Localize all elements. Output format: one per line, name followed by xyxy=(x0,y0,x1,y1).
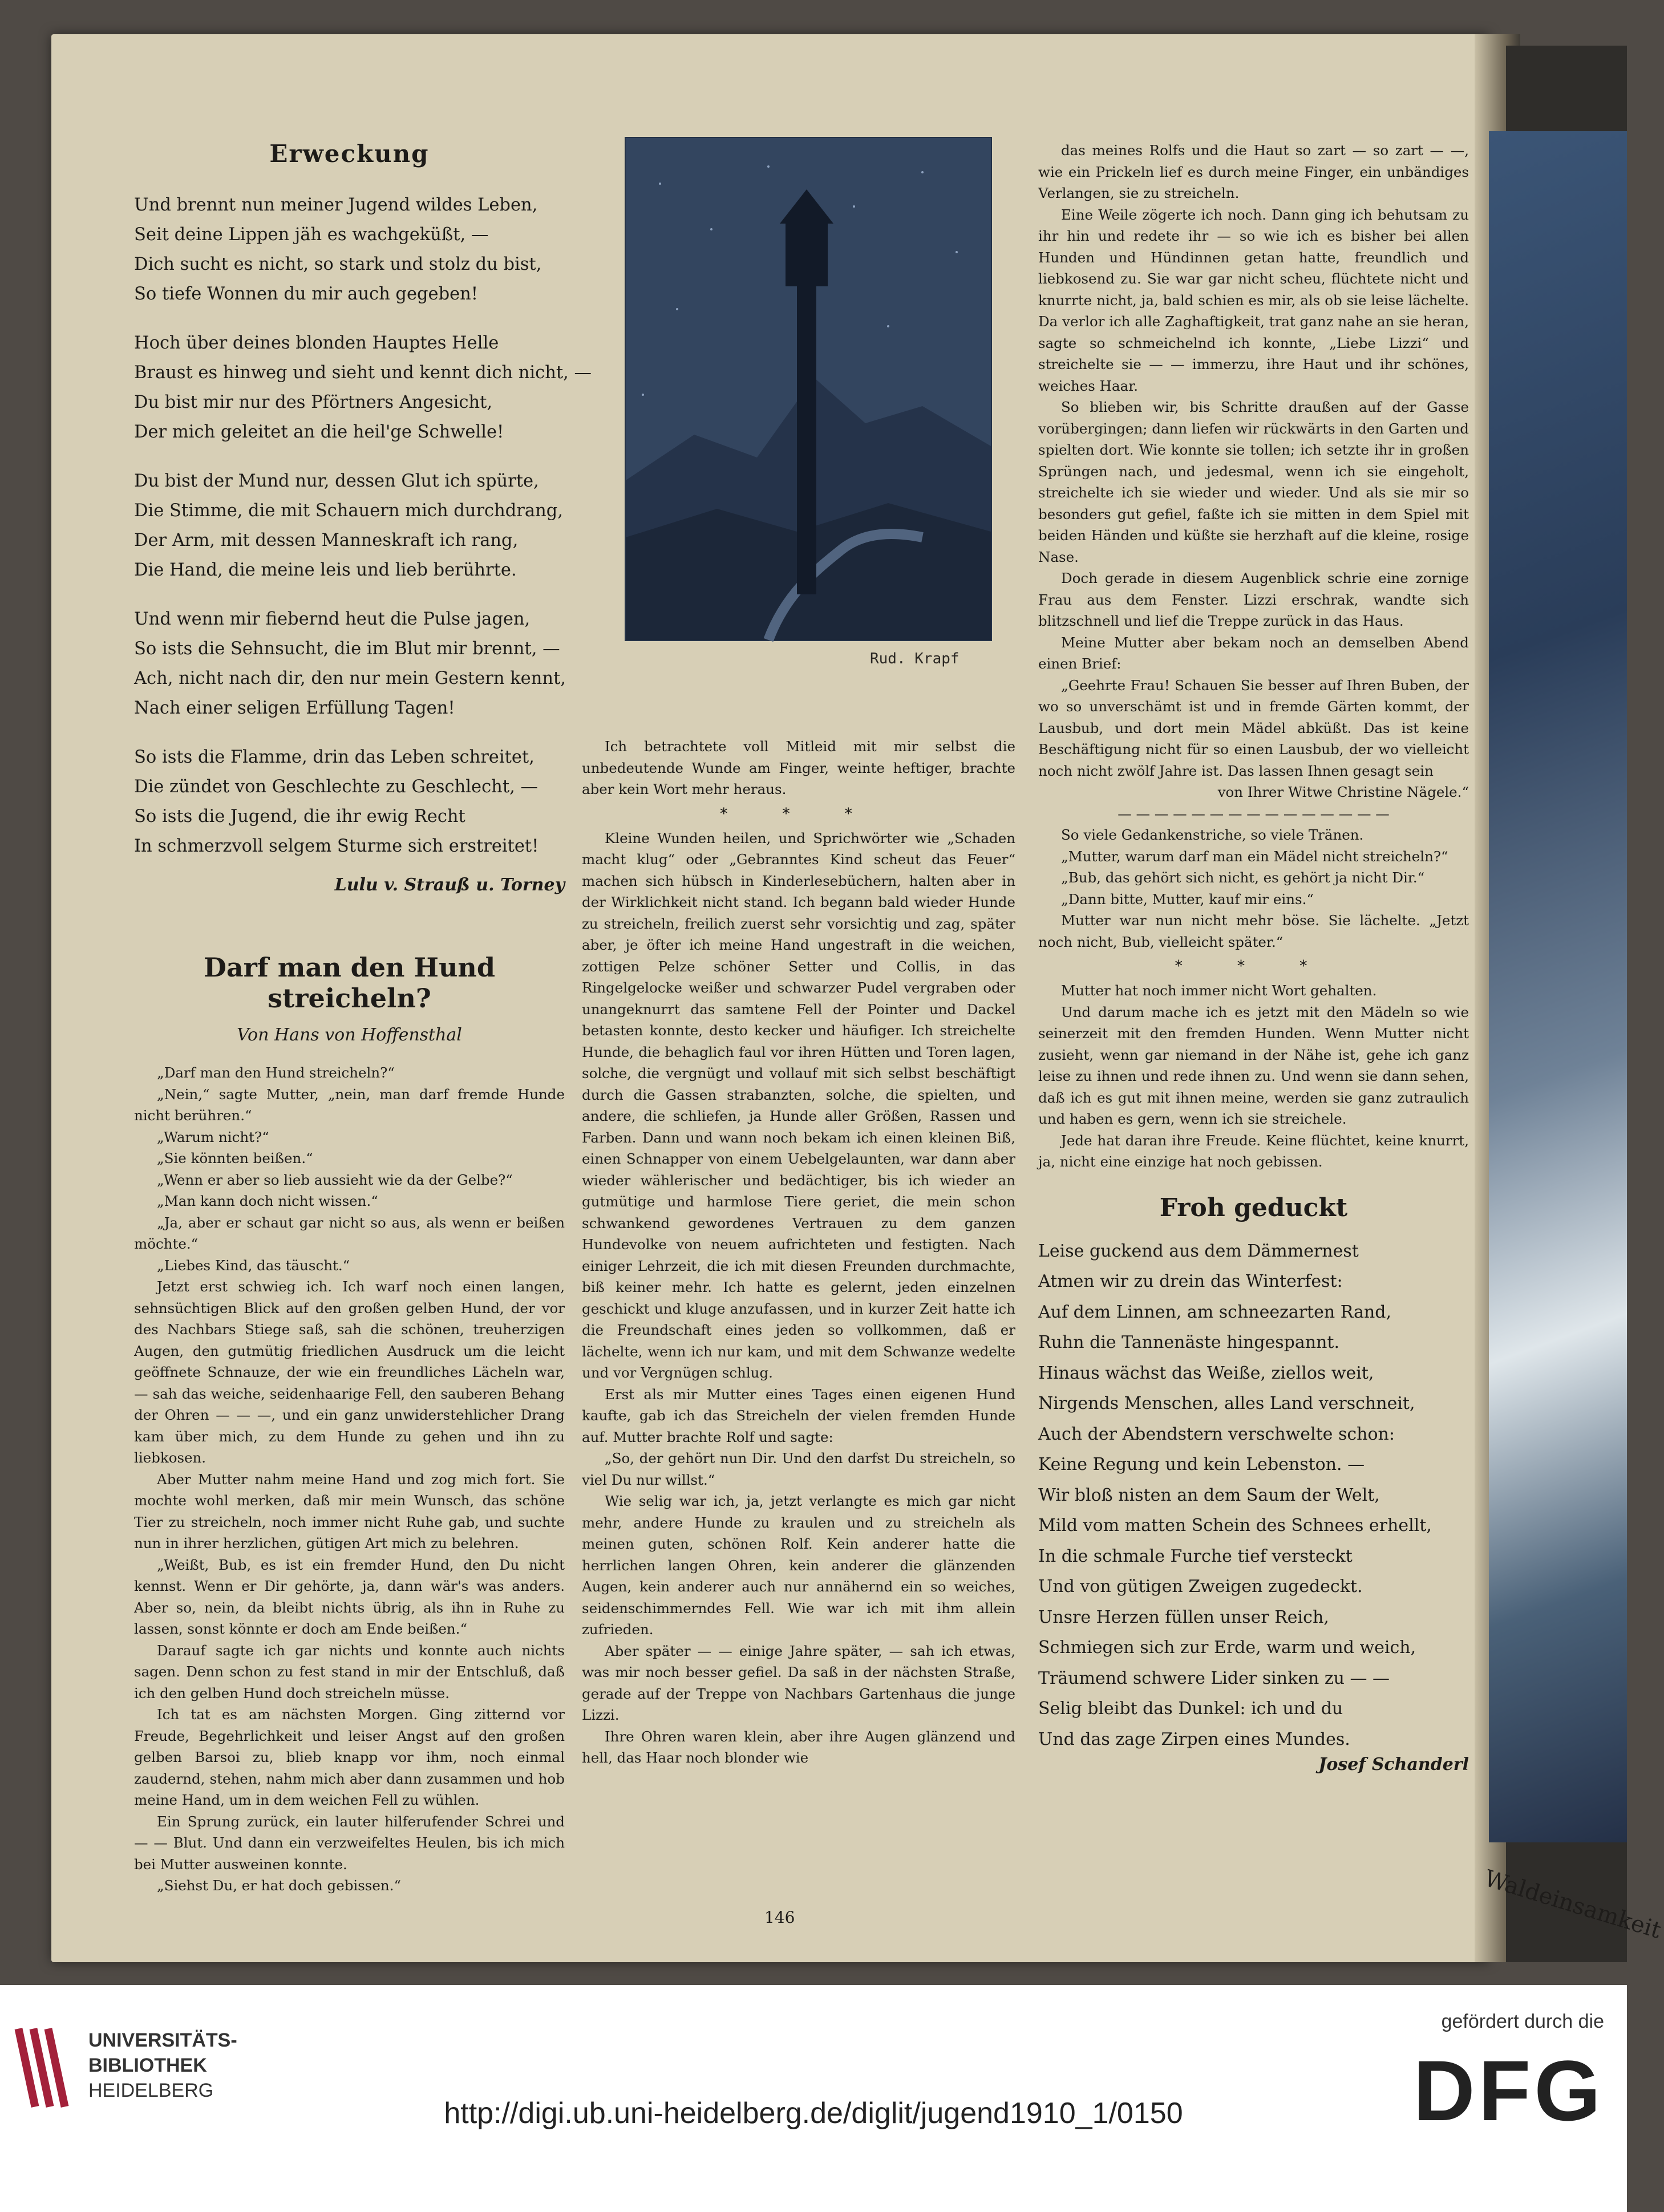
paragraph: „Sie könnten beißen.“ xyxy=(157,1150,313,1166)
paragraph: Erst als mir Mutter eines Tages einen eigenen Hund kaufte, gab ich das Streicheln der vielen fremden Hunde auf. Mutter brachte Rolf und sagte: xyxy=(582,1385,1015,1445)
poem2-line: Und von gütigen Zweigen zugedeckt. xyxy=(1038,1577,1363,1597)
poem-stanza xyxy=(134,605,565,723)
paragraph: Aber später — — einige Jahre später, — sah ich etwas, was mir noch besser gefiel. Da saß in der nächsten Straße, gerade auf der Treppe von Nachbars Gartenhaus die junge Lizzi. xyxy=(582,1642,1015,1723)
paragraph: „Man kann doch nicht wissen.“ xyxy=(157,1193,378,1209)
paragraph: Und darum mache ich es jetzt mit den Mädeln so wie seinerzeit mit den fremden Hunden. Wenn Mutter nicht zusieht, wenn gar niemand in der Nähe ist, gehe ich ganz leise zu ihnen und rede ihnen zu. Und wenn sie dann sehen, daß ich es gut mit ihnen meine, werden sie ganz zutraulich und haben es gern, wenn ich sie streichele. xyxy=(1038,1003,1469,1127)
paragraph: Ich betrachtete voll Mitleid mit mir selbst die unbedeutende Wunde am Finger, weinte heftiger, brachte aber kein Wort mehr heraus. xyxy=(582,738,1015,797)
paragraph: Ihre Ohren waren klein, aber ihre Augen glänzend und hell, das Haar noch blonder wie xyxy=(582,1728,1015,1766)
dfg-logo: DFG xyxy=(1413,2043,1604,2138)
poem-author: Lulu v. Strauß u. Torney xyxy=(334,875,565,895)
poem2-line: Unsre Herzen füllen unser Reich, xyxy=(1038,1607,1329,1627)
paragraph: Jetzt erst schwieg ich. Ich warf noch einen langen, sehnsüchtigen Blick auf den großen gelben Hund, der vor des Nachbars Stiege saß, sah die schönen, treuherzigen Augen, den gutmütig friedlichen Ausdruck um die leicht geöffnete Schnauze, der wie ein freundliches Lächeln war, — sah das weiche, seidenhaarige Fell, den sauberen Behang der Ohren — — —, und ein ganz unwiderstehlicher Drang kam über mich, zu dem Hunde zu gehen und ihn zu liebkosen. xyxy=(134,1278,565,1466)
article-byline: Von Hans von Hoffensthal xyxy=(237,1025,462,1045)
poem-line: Braust es hinweg und sieht und kennt dich nicht, — xyxy=(134,363,592,383)
paragraph: Wie selig war ich, ja, jetzt verlangte es mich gar nicht mehr, andere Hunde zu kraulen und zu streicheln als meinen guten, schönen Rolf. Kein anderer hatte die herrlichen langen Ohren, kein anderer die glänzenden Augen, kein anderer auch nur annähernd ein so weiches, seidenschimmerndes Fell. Wie war ich mit ihm allein zufrieden. xyxy=(582,1493,1015,1638)
article-text-col3a xyxy=(1038,140,1469,781)
poem2-line: Hinaus wächst das Weiße, ziellos weit, xyxy=(1038,1363,1374,1383)
section-separator-2: * * * xyxy=(1175,958,1333,975)
funded-by-text: gefördert durch die xyxy=(1441,2011,1604,2032)
poem-stanza xyxy=(134,191,565,309)
poem-line: So ists die Jugend, die ihr ewig Recht xyxy=(134,807,465,827)
library-name xyxy=(88,2028,237,2103)
poem2-line: Leise guckend aus dem Dämmernest xyxy=(1038,1241,1359,1261)
paragraph: Doch gerade in diesem Augenblick schrie eine zornige Frau aus dem Fenster. Lizzi erschrak, wandte sich blitzschnell und lief die Treppe zurück in das Haus. xyxy=(1038,570,1469,629)
poem-line: Und brennt nun meiner Jugend wildes Leben, xyxy=(134,195,538,215)
paragraph: „Nein,“ sagte Mutter, „nein, man darf fremde Hunde nicht berühren.“ xyxy=(134,1085,565,1124)
poem-line: Dich sucht es nicht, so stark und stolz du bist, xyxy=(134,254,542,274)
paragraph: Meine Mutter aber bekam noch an demselben Abend einen Brief: xyxy=(1038,634,1469,672)
poem2-line: Auf dem Linnen, am schneezarten Rand, xyxy=(1038,1302,1392,1322)
library-name-line1: UNIVERSITÄTS- xyxy=(88,2029,237,2051)
paragraph: „Wenn er aber so lieb aussieht wie da der Gelbe?“ xyxy=(157,1171,513,1188)
article-title: Darf man den Hund streicheln? xyxy=(203,952,496,1014)
paragraph: „Geehrte Frau! Schauen Sie besser auf Ihren Buben, der wo so unverschämt ist und in fremde Gärten kommt, der Lausbub, und dort mein Mädel abküßt. Das ist keine Beschäftigung nicht für so einen Lausbub, der wo vielleicht noch nicht zwölf Jahre ist. Das lassen Ihnen gesagt sein xyxy=(1038,676,1469,779)
source-url[interactable]: http://digi.ub.uni-heidelberg.de/diglit/jugend1910_1/0150 xyxy=(444,2097,1183,2130)
paragraph: das meines Rolfs und die Haut so zart — so zart — —, wie ein Prickeln lief es durch meine Finger, ein unbändiges Verlangen, sie zu streicheln. xyxy=(1038,142,1469,201)
paragraph: Jede hat daran ihre Freude. Keine flüchtet, keine knurrt, ja, nicht eine einzige hat noch gebissen. xyxy=(1038,1132,1469,1170)
paragraph: Darauf sagte ich gar nichts und konnte auch nichts sagen. Denn schon zu fest stand in mir der Entschluß, daß ich den gelben Hund doch streicheln müsse. xyxy=(134,1642,565,1701)
article-text-col2a xyxy=(582,736,1015,800)
poem-line: Du bist der Mund nur, dessen Glut ich spürte, xyxy=(134,471,539,491)
library-name-line3: HEIDELBERG xyxy=(88,2080,214,2101)
article-text-col3b xyxy=(1038,824,1469,953)
poem2-line: Mild vom matten Schein des Schnees erhellt, xyxy=(1038,1516,1432,1536)
illustration-graphic xyxy=(626,138,991,640)
poem-line: Die Stimme, die mit Schauern mich durchdrang, xyxy=(134,501,563,521)
poem-line: So ists die Flamme, drin das Leben schreitet, xyxy=(134,747,535,767)
paragraph: Mutter war nun nicht mehr böse. Sie lächelte. „Jetzt noch nicht, Bub, vielleicht später.“ xyxy=(1038,912,1469,950)
poem2-line: Ruhn die Tannenäste hingespannt. xyxy=(1038,1332,1340,1352)
paragraph: „Darf man den Hund streicheln?“ xyxy=(157,1064,395,1081)
poem-line: Der mich geleitet an die heil'ge Schwelle! xyxy=(134,422,504,442)
paragraph: Aber Mutter nahm meine Hand und zog mich fort. Sie mochte wohl merken, daß mir mein Wunsch, das schöne Tier zu streicheln, noch immer nicht Ruhe gab, und suchte nun in ihrer herzlichen, gütigen Art mich zu belehren. xyxy=(134,1470,565,1551)
letter-signature: von Ihrer Witwe Christine Nägele.“ xyxy=(1217,784,1469,800)
poem2-line: Auch der Abendstern verschwelte schon: xyxy=(1038,1424,1395,1444)
poem-line: Die Hand, die meine leis und lieb berührte. xyxy=(134,560,517,580)
poem-line: Hoch über deines blonden Hauptes Helle xyxy=(134,333,499,353)
poem2-author: Josef Schanderl xyxy=(1318,1755,1469,1775)
poem2-line: Selig bleibt das Dunkel: ich und du xyxy=(1038,1699,1343,1719)
poem-line: Die zündet von Geschlechte zu Geschlecht, — xyxy=(134,777,538,797)
poem-line: Du bist mir nur des Pförtners Angesicht, xyxy=(134,392,493,412)
poem2-body xyxy=(1038,1236,1469,1755)
poem-body xyxy=(134,191,592,861)
paragraph: „So, der gehört nun Dir. Und den darfst Du streicheln, so viel Du nur willst.“ xyxy=(582,1450,1015,1488)
column-left xyxy=(134,140,592,1897)
article-text-col1 xyxy=(134,1062,565,1897)
poem-line: In schmerzvoll selgem Sturme sich erstreitet! xyxy=(134,836,539,856)
painting-caption: Waldeinsamkeit xyxy=(1481,1865,1664,1944)
poem-line: Und wenn mir fiebernd heut die Pulse jagen, xyxy=(134,609,531,629)
library-name-line2: BIBLIOTHEK xyxy=(88,2055,207,2076)
poem-line: So tiefe Wonnen du mir auch gegeben! xyxy=(134,284,479,304)
poem-stanza xyxy=(134,467,565,585)
article-text-col3c xyxy=(1038,980,1469,1173)
column-right xyxy=(1038,140,1469,1775)
painting-waldeinsamkeit xyxy=(1489,131,1627,1842)
poem2-line: Nirgends Menschen, alles Land verschneit, xyxy=(1038,1393,1415,1413)
poem-line: Der Arm, mit dessen Manneskraft ich rang, xyxy=(134,530,519,550)
paragraph: „Liebes Kind, das täuscht.“ xyxy=(157,1257,350,1274)
paragraph: „Bub, das gehört sich nicht, es gehört ja nicht Dir.“ xyxy=(1061,869,1425,886)
section-separator: * * * xyxy=(720,805,877,823)
paragraph: „Ja, aber er schaut gar nicht so aus, als wenn er beißen möchte.“ xyxy=(134,1214,565,1252)
page-number: 146 xyxy=(764,1908,795,1927)
poem-line: So ists die Sehnsucht, die im Blut mir brennt, — xyxy=(134,639,560,659)
poem2-line: Schmiegen sich zur Erde, warm und weich, xyxy=(1038,1638,1416,1658)
poem2-line: Wir bloß nisten an dem Saum der Welt, xyxy=(1038,1485,1380,1505)
poem-stanza xyxy=(134,743,565,861)
poem-line: Seit deine Lippen jäh es wachgeküßt, — xyxy=(134,225,489,245)
dash-line: — — — — — — — — — — — — — — — xyxy=(1118,805,1390,822)
paragraph: Eine Weile zögerte ich noch. Dann ging ich behutsam zu ihr hin und redete ihr — so wie ich es bisher bei allen Hunden und Hündinnen getan hatte, freundlich und liebkosend zu. Sie war gar nicht scheu, flüchtete nicht und knurrte nicht, ja, bald schien es mir, als ob sie leise lächelte. Da verlor ich alle Zaghaftigkeit, trat ganz nahe an sie heran, sagte so schmeichelnd ich konnte, „Liebe Lizzi“ und streichelte sie — — immerzu, ihre Haut und ihr schönes, weiches Haar. xyxy=(1038,206,1469,394)
paragraph: So viele Gedankenstriche, so viele Tränen. xyxy=(1061,827,1364,843)
paragraph: Kleine Wunden heilen, und Sprichwörter wie „Schaden macht klug“ oder „Gebranntes Kind scheut das Feuer“ machen sich hübsch in Kinderlesebüchern, halten aber in der Wirklichkeit nicht stand. Ich begann bald wieder Hunde zu streicheln, freilich zuerst sehr vorsichtig und zag, später aber, je öfter ich meine Hand ungestraft in die weichen, zottigen Pelze schöner Setter und Collis, in das Ringelgelocke weißer und schwarzer Pudel vergraben oder unangeknurrt das samtene Fell der Pointer und Dackel betasten konnte, desto kecker und häufiger. Ich streichelte Hunde, die behaglich faul vor ihren Hütten und Toren lagen, solche, die vergnügt und vollauf mit sich selbst beschäftigt durch die Gassen strabanzten, solche, die spielten, und andere, die schliefen, ja Hunde aller Größen, Rassen und Farben. Dann und wann noch bekam ich einen kleinen Biß, einen Schnapper von einem Uebelgelaunten, war dann aber wieder wählerischer und bedächtiger, bis ich wieder an gutmütige und harmlose Tiere geriet, die mein schon schwankend gewordenes Vertrauen zu dem ganzen Hundevolke von neuem aufrichteten und festigten. Nach einiger Lehrzeit, die ich mit diesen Freunden durchmachte, biß keiner mehr. Ich hatte es gelernt, jeden einzelnen geschickt und kluge anzufassen, und in kurzer Zeit hatte ich die Freundschaft eines jeden so vollkommen, daß er lächelte, wenn ich nur kam, und mit dem Schwanze wedelte und vor Vergnügen schlug. xyxy=(582,829,1015,1381)
paragraph: Ich tat es am nächsten Morgen. Ging zitternd vor Freude, Begehrlichkeit und leiser Angst auf den großen gelben Barsoi zu, blieb knapp vor ihm, noch einmal zaudernd, stehen, nahm mich aber dann zusammen und hob meine Hand, um in dem weichen Fell zu wühlen. xyxy=(134,1706,565,1808)
paragraph: Mutter hat noch immer nicht Wort gehalten. xyxy=(1061,982,1377,999)
poem2-line: In die schmale Furche tief versteckt xyxy=(1038,1546,1353,1566)
poem-line: Nach einer seligen Erfüllung Tagen! xyxy=(134,698,455,718)
paragraph: „Dann bitte, Mutter, kauf mir eins.“ xyxy=(1061,890,1314,908)
article-text-col2b xyxy=(582,828,1015,1769)
paragraph: So blieben wir, bis Schritte draußen auf der Gasse vorübergingen; dann liefen wir rückwärts in den Garten und spielten dort. Wie konnte sie tollen; ich setzte ihr in großen Sprüngen nach, und jedesmal, wenn ich sie eingeholt, streichelte ich sie wieder und wieder. Und als sie mir so besonders gut gefiel, faßte ich sie mitten in dem Spiel mit beiden Händen und küßte sie herzhaft auf die kleine, rosige Nase. xyxy=(1038,399,1469,565)
poem-line: Ach, nicht nach dir, den nur mein Gestern kennt, xyxy=(134,669,566,688)
paragraph: „Weißt, Bub, es ist ein fremder Hund, den Du nicht kennst. Wenn er Dir gehörte, ja, dann wär's was anders. Aber so, nein, da bleibt nichts übrig, als ihn in Ruhe zu lassen, sonst könnte er doch am Ende beißen.“ xyxy=(134,1556,565,1637)
paragraph: „Mutter, warum darf man ein Mädel nicht streicheln?“ xyxy=(1061,848,1448,865)
poem2-line: Träumend schwere Lider sinken zu — — xyxy=(1038,1668,1390,1688)
paragraph: Ein Sprung zurück, ein lauter hilferufender Schrei und — — Blut. Und dann ein verzweifeltes Heulen, bis ich mich bei Mutter ausweinen konnte. xyxy=(134,1813,565,1873)
column-middle xyxy=(582,736,1015,1769)
paragraph: „Siehst Du, er hat doch gebissen.“ xyxy=(157,1877,401,1894)
poem2-line: Keine Regung und kein Lebenston. — xyxy=(1038,1455,1365,1474)
poem2-line: Atmen wir zu drein das Winterfest: xyxy=(1038,1271,1343,1291)
poem-title: Erweckung xyxy=(269,140,430,168)
poem2-line: Und das zage Zirpen eines Mundes. xyxy=(1038,1729,1350,1749)
poem2-title: Froh geduckt xyxy=(1159,1193,1348,1222)
poem-stanza xyxy=(134,329,592,447)
illustration xyxy=(625,137,992,641)
paragraph: „Warum nicht?“ xyxy=(157,1128,269,1145)
illustration-credit: Rud. Krapf xyxy=(870,650,959,667)
